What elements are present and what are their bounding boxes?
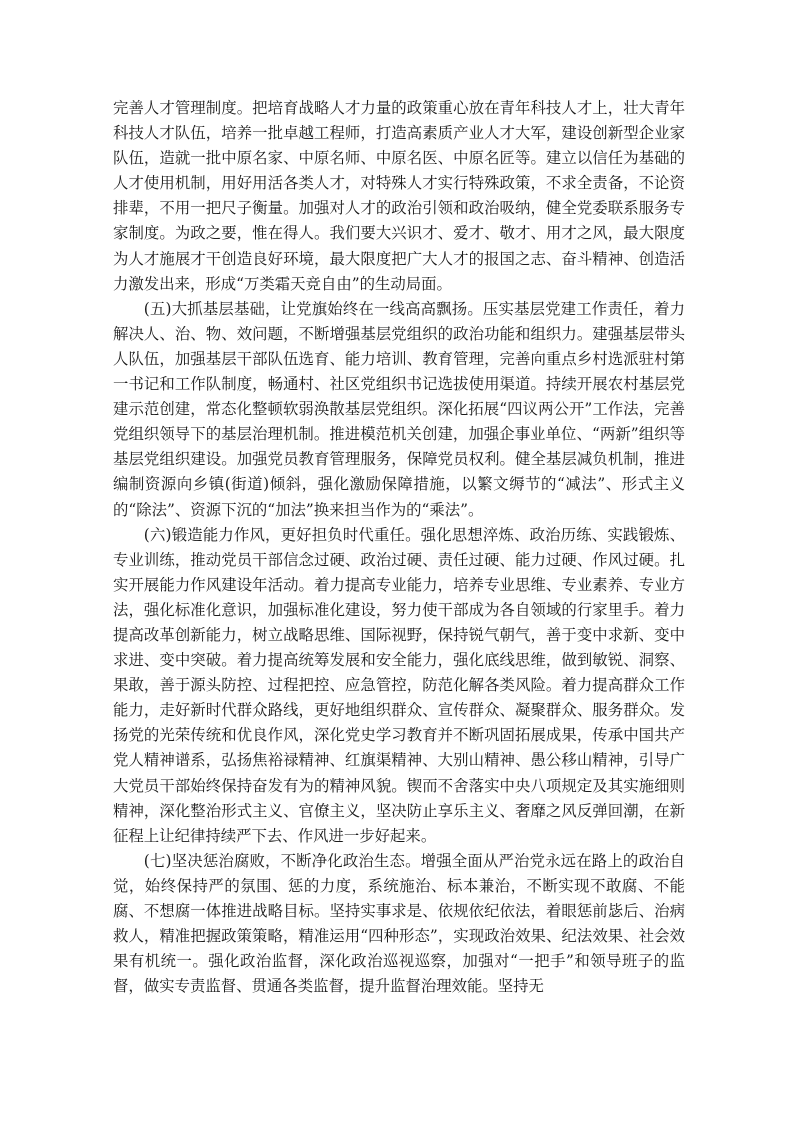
paragraph-section-5-grassroots: (五)大抓基层基础，让党旗始终在一线高高飘扬。压实基层党建工作责任，着力解决人、治、物、效问题，不断增强基层党组织的政治功能和组织力。建强基层带头人队伍，加强基层干部队伍选育、能力培训、教育管理，完善向重点乡村选派驻村第一书记和工作队制度，畅通村、社区党组织书记选拔使用渠道。持续开展农村基层党建示范创建，常态化整顿软弱涣散基层党组织。深化拓展“四议两公开”工作法，完善党组织领导下的基层治理机制。推进模范机关创建，加强企事业单位、“两新”组织等基层党组织建设。加强党员教育管理服务，保障党员权利。健全基层减负机制，推进编制资源向乡镇(街道)倾斜，强化激励保障措施，以繁文缛节的“减法”、形式主义的“除法”、资源下沉的“加法”换来担当作为的“乘法”。 xyxy=(113,299,685,519)
document-body xyxy=(113,96,685,999)
paragraph-talent-management: 完善人才管理制度。把培育战略人才力量的政策重心放在青年科技人才上，壮大青年科技人才队伍，培养一批卓越工程师，打造高素质产业人才大军，建设创新型企业家队伍，造就一批中原名家、中原名师、中原名医、中原名匠等。建立以信任为基础的人才使用机制，用好用活各类人才，对特殊人才实行特殊政策，不求全责备，不论资排辈，不用一把尺子衡量。加强对人才的政治引领和政治吸纳，健全党委联系服务专家制度。为政之要，惟在得人。我们要大兴识才、爱才、敬才、用才之风，最大限度为人才施展才干创造良好环境，最大限度把广大人才的报国之志、奋斗精神、创造活力激发出来，形成“万类霜天竞自由”的生动局面。 xyxy=(113,99,685,293)
paragraph-section-7-anticorruption: (七)坚决惩治腐败，不断净化政治生态。增强全面从严治党永远在路上的政治自觉，始终保持严的氛围、惩的力度，系统施治、标本兼治，不断实现不敢腐、不能腐、不想腐一体推进战略目标。坚持实事求是、依规依纪依法，着眼惩前毖后、治病救人，精准把握政策策略，精准运用“四种形态”，实现政治效果、纪法效果、社会效果有机统一。强化政治监督，深化政治巡视巡察，加强对“一把手”和领导班子的监督，做实专责监督、贯通各类监督，提升监督治理效能。坚持无 xyxy=(113,851,685,996)
paragraph-section-6-capability: (六)锻造能力作风，更好担负时代重任。强化思想淬炼、政治历练、实践锻炼、专业训练，推动党员干部信念过硬、政治过硬、责任过硬、能力过硬、作风过硬。扎实开展能力作风建设年活动。着力提高专业能力，培养专业思维、专业素养、专业方法，强化标准化意识，加强标准化建设，努力使干部成为各自领域的行家里手。着力提高改革创新能力，树立战略思维、国际视野，保持锐气朝气，善于变中求新、变中求进、变中突破。着力提高统筹发展和安全能力，强化底线思维，做到敏锐、洞察、果敢，善于源头防控、过程把控、应急管控，防范化解各类风险。着力提高群众工作能力，走好新时代群众路线，更好地组织群众、宣传群众、凝聚群众、服务群众。发扬党的光荣传统和优良作风，深化党史学习教育并不断巩固拓展成果，传承中国共产党人精神谱系，弘扬焦裕禄精神、红旗渠精神、大别山精神、愚公移山精神，引导广大党员干部始终保持奋发有为的精神风貌。锲而不舍落实中央八项规定及其实施细则精神，深化整治形式主义、官僚主义，坚决防止享乐主义、奢靡之风反弹回潮，在新征程上让纪律持续严下去、作风进一步好起来。 xyxy=(113,525,685,845)
